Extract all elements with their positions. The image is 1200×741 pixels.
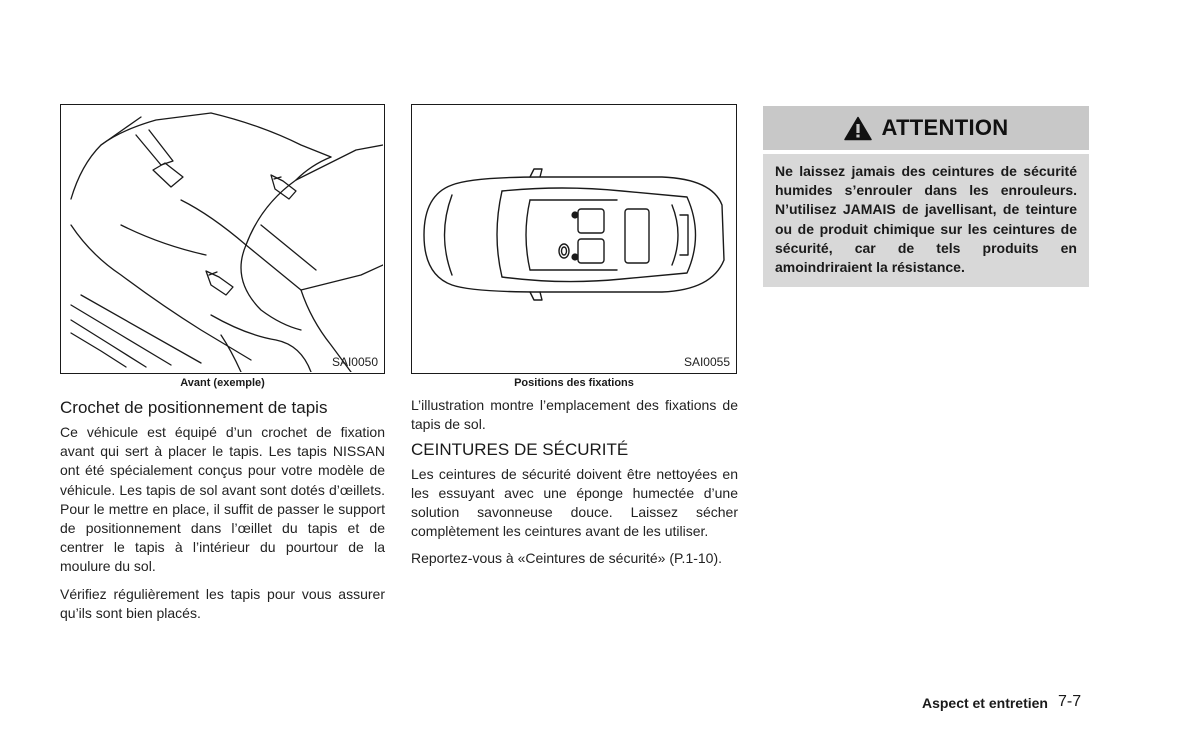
figure-code: SAI0050 <box>331 355 378 369</box>
warning-triangle-icon <box>844 116 872 141</box>
paragraph: Reportez-vous à «Ceintures de sécurité» (P.1-10). <box>411 550 723 567</box>
fixation-point <box>571 253 578 260</box>
warning-header <box>763 106 1089 150</box>
figure-car-topview <box>411 104 737 374</box>
column-2-body <box>411 396 738 577</box>
fixation-point <box>571 211 578 218</box>
column-1-body <box>60 423 385 631</box>
page-number: 7-7 <box>1058 693 1082 710</box>
section-heading: Crochet de positionnement de tapis <box>60 398 328 417</box>
footer-section-title: Aspect et entretien <box>921 695 1048 711</box>
car-topview-illustration <box>412 105 735 372</box>
paragraph: Les ceintures de sécurité doivent être nettoyées en les essuyant avec une éponge humectée d’une solution savonneuse douce. Laissez sécher complètement les ceintures avant de les utiliser. <box>411 465 738 540</box>
figure-floor-hooks <box>60 104 385 374</box>
warning-text: Ne laissez jamais des ceintures de sécurité humides s’enrouler dans les enrouleurs. N’utilisez JAMAIS de javellisant, de teinture ou de produit chimique sur les ceintures de sécurité, car de tels produits en amoindriraient la résistance. <box>763 154 1089 287</box>
paragraph: Ce véhicule est équipé d’un crochet de fixation avant qui sert à placer le tapis. Les tapis NISSAN ont été spécialement conçus pour votre modèle de véhicule. Les tapis de sol avant sont dotés d’œillets. Pour le mettre en place, il suffit de passer le support de positionnement dans l’œillet du tapis et de centrer le tapis à l’intérieur du pourtour de la moulure du sol. <box>60 424 385 575</box>
paragraph: L’illustration montre l’emplacement des fixations de tapis de sol. <box>411 397 738 433</box>
figure-caption: Avant (exemple) <box>180 377 265 389</box>
floor-hooks-illustration <box>61 105 383 372</box>
paragraph: Vérifiez régulièrement les tapis pour vous assurer qu’ils sont bien placés. <box>60 585 385 621</box>
warning-title: ATTENTION <box>881 115 1009 140</box>
section-heading: CEINTURES DE SÉCURITÉ <box>411 440 629 460</box>
figure-code: SAI0055 <box>683 355 730 369</box>
warning-box <box>763 106 1089 287</box>
figure-caption: Positions des fixations <box>514 377 634 389</box>
